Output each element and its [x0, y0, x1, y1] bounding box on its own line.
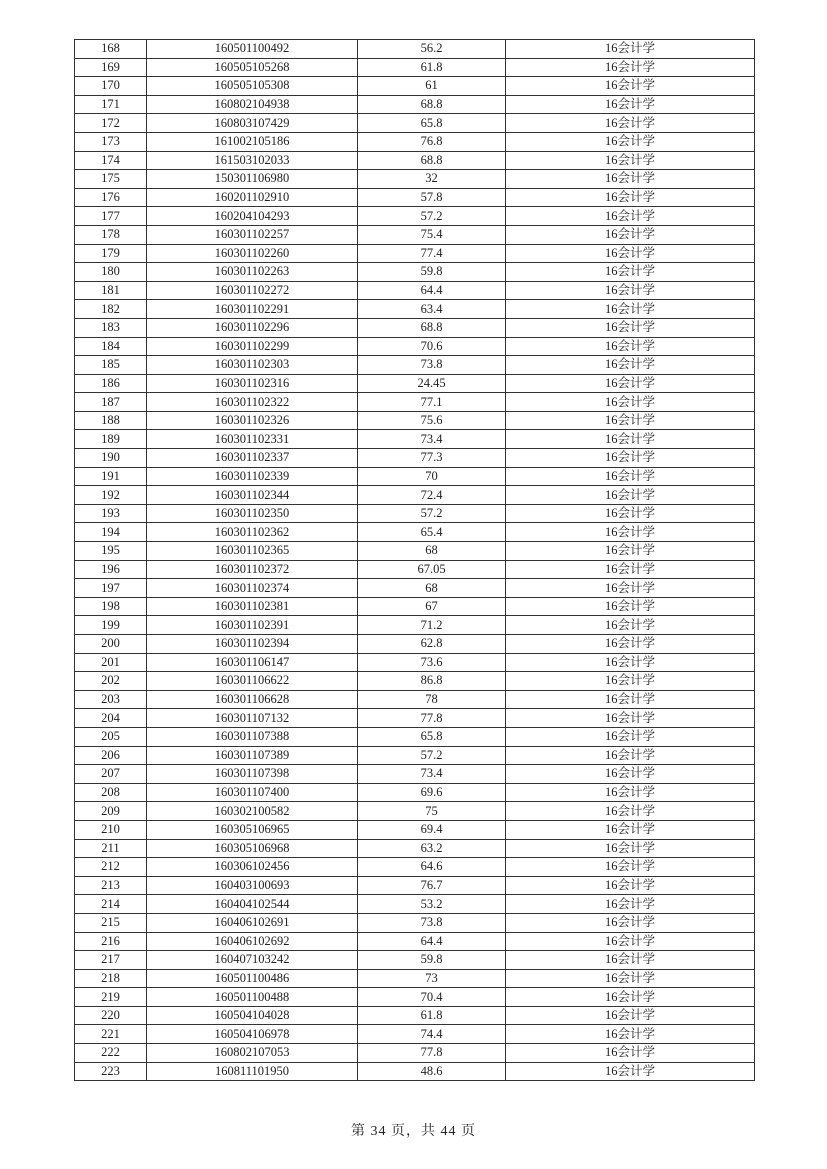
- student-id-cell: 160406102692: [147, 932, 358, 951]
- score-cell: 67.05: [358, 560, 506, 579]
- table-row: [75, 1062, 755, 1081]
- table-row: [75, 281, 755, 300]
- class-name-cell: 16会计学: [506, 393, 755, 412]
- student-id-cell: 160301102365: [147, 542, 358, 561]
- score-cell: 73.4: [358, 430, 506, 449]
- table-row: [75, 876, 755, 895]
- score-cell: 57.2: [358, 207, 506, 226]
- table-row: [75, 151, 755, 170]
- row-index-cell: 199: [75, 616, 147, 635]
- row-index-cell: 201: [75, 653, 147, 672]
- class-name-cell: 16会计学: [506, 151, 755, 170]
- student-id-cell: 160204104293: [147, 207, 358, 226]
- class-name-cell: 16会计学: [506, 560, 755, 579]
- row-index-cell: 203: [75, 690, 147, 709]
- class-name-cell: 16会计学: [506, 300, 755, 319]
- table-row: [75, 523, 755, 542]
- class-name-cell: 16会计学: [506, 1025, 755, 1044]
- score-cell: 61.8: [358, 58, 506, 77]
- class-name-cell: 16会计学: [506, 969, 755, 988]
- row-index-cell: 177: [75, 207, 147, 226]
- student-id-cell: 161503102033: [147, 151, 358, 170]
- score-cell: 77.3: [358, 449, 506, 468]
- row-index-cell: 212: [75, 858, 147, 877]
- class-name-cell: 16会计学: [506, 653, 755, 672]
- row-index-cell: 207: [75, 765, 147, 784]
- table-row: [75, 411, 755, 430]
- class-name-cell: 16会计学: [506, 616, 755, 635]
- table-row: [75, 244, 755, 263]
- table-row: [75, 560, 755, 579]
- row-index-cell: 185: [75, 356, 147, 375]
- class-name-cell: 16会计学: [506, 913, 755, 932]
- row-index-cell: 209: [75, 802, 147, 821]
- class-name-cell: 16会计学: [506, 579, 755, 598]
- class-name-cell: 16会计学: [506, 430, 755, 449]
- student-id-cell: 160301102326: [147, 411, 358, 430]
- table-row: [75, 690, 755, 709]
- student-id-cell: 160501100486: [147, 969, 358, 988]
- table-row: [75, 858, 755, 877]
- table-row: [75, 969, 755, 988]
- student-id-cell: 160301102381: [147, 597, 358, 616]
- score-cell: 57.8: [358, 188, 506, 207]
- score-cell: 57.2: [358, 504, 506, 523]
- table-row: [75, 132, 755, 151]
- student-id-cell: 160505105308: [147, 77, 358, 96]
- score-cell: 68: [358, 542, 506, 561]
- student-id-cell: 160406102691: [147, 913, 358, 932]
- student-id-cell: 160301102263: [147, 263, 358, 282]
- row-index-cell: 194: [75, 523, 147, 542]
- student-id-cell: 160404102544: [147, 895, 358, 914]
- class-name-cell: 16会计学: [506, 318, 755, 337]
- row-index-cell: 216: [75, 932, 147, 951]
- score-cell: 70: [358, 467, 506, 486]
- class-name-cell: 16会计学: [506, 727, 755, 746]
- row-index-cell: 184: [75, 337, 147, 356]
- student-id-cell: 160301107388: [147, 727, 358, 746]
- row-index-cell: 206: [75, 746, 147, 765]
- table-row: [75, 727, 755, 746]
- class-name-cell: 16会计学: [506, 932, 755, 951]
- score-cell: 65.8: [358, 114, 506, 133]
- student-id-cell: 160407103242: [147, 951, 358, 970]
- class-name-cell: 16会计学: [506, 635, 755, 654]
- student-id-cell: 160403100693: [147, 876, 358, 895]
- table-row: [75, 913, 755, 932]
- score-cell: 76.7: [358, 876, 506, 895]
- score-cell: 32: [358, 170, 506, 189]
- table-row: [75, 579, 755, 598]
- table-row: [75, 300, 755, 319]
- student-id-cell: 160505105268: [147, 58, 358, 77]
- table-row: [75, 746, 755, 765]
- student-id-cell: 160306102456: [147, 858, 358, 877]
- table-row: [75, 188, 755, 207]
- row-index-cell: 187: [75, 393, 147, 412]
- class-name-cell: 16会计学: [506, 951, 755, 970]
- class-name-cell: 16会计学: [506, 337, 755, 356]
- page-number-footer: 第 34 页，共 44 页: [351, 1124, 476, 1139]
- class-name-cell: 16会计学: [506, 58, 755, 77]
- class-name-cell: 16会计学: [506, 542, 755, 561]
- table-row: [75, 170, 755, 189]
- score-cell: 73.4: [358, 765, 506, 784]
- student-id-cell: 160301102337: [147, 449, 358, 468]
- row-index-cell: 169: [75, 58, 147, 77]
- table-row: [75, 932, 755, 951]
- class-name-cell: 16会计学: [506, 504, 755, 523]
- row-index-cell: 214: [75, 895, 147, 914]
- row-index-cell: 179: [75, 244, 147, 263]
- class-name-cell: 16会计学: [506, 1062, 755, 1081]
- student-id-cell: 160803107429: [147, 114, 358, 133]
- score-cell: 48.6: [358, 1062, 506, 1081]
- student-id-cell: 160301107132: [147, 709, 358, 728]
- score-table-body: [75, 40, 755, 1081]
- row-index-cell: 223: [75, 1062, 147, 1081]
- class-name-cell: 16会计学: [506, 597, 755, 616]
- table-row: [75, 207, 755, 226]
- class-name-cell: 16会计学: [506, 244, 755, 263]
- class-name-cell: 16会计学: [506, 467, 755, 486]
- class-name-cell: 16会计学: [506, 690, 755, 709]
- row-index-cell: 178: [75, 225, 147, 244]
- class-name-cell: 16会计学: [506, 1044, 755, 1063]
- table-row: [75, 486, 755, 505]
- row-index-cell: 204: [75, 709, 147, 728]
- class-name-cell: 16会计学: [506, 40, 755, 59]
- score-cell: 69.6: [358, 783, 506, 802]
- student-id-cell: 161002105186: [147, 132, 358, 151]
- class-name-cell: 16会计学: [506, 225, 755, 244]
- table-row: [75, 765, 755, 784]
- row-index-cell: 173: [75, 132, 147, 151]
- class-name-cell: 16会计学: [506, 77, 755, 96]
- table-row: [75, 467, 755, 486]
- row-index-cell: 197: [75, 579, 147, 598]
- score-cell: 64.4: [358, 932, 506, 951]
- class-name-cell: 16会计学: [506, 746, 755, 765]
- score-cell: 64.4: [358, 281, 506, 300]
- table-row: [75, 225, 755, 244]
- class-name-cell: 16会计学: [506, 263, 755, 282]
- score-cell: 75.4: [358, 225, 506, 244]
- score-cell: 53.2: [358, 895, 506, 914]
- row-index-cell: 192: [75, 486, 147, 505]
- row-index-cell: 191: [75, 467, 147, 486]
- table-row: [75, 40, 755, 59]
- table-row: [75, 895, 755, 914]
- table-row: [75, 672, 755, 691]
- student-id-cell: 160501100492: [147, 40, 358, 59]
- score-cell: 86.8: [358, 672, 506, 691]
- score-cell: 73: [358, 969, 506, 988]
- score-cell: 73.8: [358, 356, 506, 375]
- table-row: [75, 616, 755, 635]
- student-id-cell: 160301102394: [147, 635, 358, 654]
- student-id-cell: 160305106968: [147, 839, 358, 858]
- student-id-cell: 160302100582: [147, 802, 358, 821]
- table-row: [75, 542, 755, 561]
- student-id-cell: 160201102910: [147, 188, 358, 207]
- class-name-cell: 16会计学: [506, 449, 755, 468]
- class-name-cell: 16会计学: [506, 765, 755, 784]
- student-id-cell: 160301102391: [147, 616, 358, 635]
- score-cell: 74.4: [358, 1025, 506, 1044]
- row-index-cell: 215: [75, 913, 147, 932]
- score-cell: 68: [358, 579, 506, 598]
- row-index-cell: 193: [75, 504, 147, 523]
- table-row: [75, 820, 755, 839]
- class-name-cell: 16会计学: [506, 114, 755, 133]
- score-cell: 71.2: [358, 616, 506, 635]
- table-row: [75, 504, 755, 523]
- student-id-cell: 150301106980: [147, 170, 358, 189]
- table-row: [75, 802, 755, 821]
- row-index-cell: 168: [75, 40, 147, 59]
- class-name-cell: 16会计学: [506, 411, 755, 430]
- class-name-cell: 16会计学: [506, 802, 755, 821]
- student-id-cell: 160301102260: [147, 244, 358, 263]
- student-id-cell: 160301102299: [147, 337, 358, 356]
- row-index-cell: 176: [75, 188, 147, 207]
- score-cell: 61.8: [358, 1006, 506, 1025]
- table-row: [75, 709, 755, 728]
- row-index-cell: 172: [75, 114, 147, 133]
- class-name-cell: 16会计学: [506, 876, 755, 895]
- class-name-cell: 16会计学: [506, 820, 755, 839]
- score-cell: 65.8: [358, 727, 506, 746]
- score-cell: 64.6: [358, 858, 506, 877]
- row-index-cell: 205: [75, 727, 147, 746]
- class-name-cell: 16会计学: [506, 1006, 755, 1025]
- score-cell: 77.1: [358, 393, 506, 412]
- table-row: [75, 1044, 755, 1063]
- table-row: [75, 653, 755, 672]
- class-name-cell: 16会计学: [506, 839, 755, 858]
- row-index-cell: 202: [75, 672, 147, 691]
- student-id-cell: 160301107389: [147, 746, 358, 765]
- score-cell: 59.8: [358, 263, 506, 282]
- row-index-cell: 189: [75, 430, 147, 449]
- score-cell: 73.8: [358, 913, 506, 932]
- student-id-cell: 160301102322: [147, 393, 358, 412]
- score-table: [74, 39, 755, 1081]
- row-index-cell: 220: [75, 1006, 147, 1025]
- row-index-cell: 221: [75, 1025, 147, 1044]
- score-cell: 75.6: [358, 411, 506, 430]
- score-cell: 63.4: [358, 300, 506, 319]
- row-index-cell: 182: [75, 300, 147, 319]
- table-row: [75, 263, 755, 282]
- row-index-cell: 218: [75, 969, 147, 988]
- student-id-cell: 160301102296: [147, 318, 358, 337]
- row-index-cell: 190: [75, 449, 147, 468]
- score-cell: 69.4: [358, 820, 506, 839]
- student-id-cell: 160301106628: [147, 690, 358, 709]
- student-id-cell: 160301107398: [147, 765, 358, 784]
- row-index-cell: 200: [75, 635, 147, 654]
- row-index-cell: 174: [75, 151, 147, 170]
- student-id-cell: 160301106147: [147, 653, 358, 672]
- score-cell: 77.4: [358, 244, 506, 263]
- row-index-cell: 217: [75, 951, 147, 970]
- class-name-cell: 16会计学: [506, 374, 755, 393]
- row-index-cell: 213: [75, 876, 147, 895]
- score-cell: 24.45: [358, 374, 506, 393]
- student-id-cell: 160301102316: [147, 374, 358, 393]
- student-id-cell: 160811101950: [147, 1062, 358, 1081]
- row-index-cell: 186: [75, 374, 147, 393]
- student-id-cell: 160501100488: [147, 988, 358, 1007]
- class-name-cell: 16会计学: [506, 523, 755, 542]
- row-index-cell: 195: [75, 542, 147, 561]
- score-cell: 65.4: [358, 523, 506, 542]
- student-id-cell: 160301102372: [147, 560, 358, 579]
- table-row: [75, 449, 755, 468]
- student-id-cell: 160802107053: [147, 1044, 358, 1063]
- class-name-cell: 16会计学: [506, 672, 755, 691]
- class-name-cell: 16会计学: [506, 95, 755, 114]
- table-row: [75, 356, 755, 375]
- table-row: [75, 635, 755, 654]
- student-id-cell: 160504104028: [147, 1006, 358, 1025]
- table-row: [75, 393, 755, 412]
- row-index-cell: 211: [75, 839, 147, 858]
- score-cell: 68.8: [358, 95, 506, 114]
- student-id-cell: 160301102374: [147, 579, 358, 598]
- row-index-cell: 198: [75, 597, 147, 616]
- class-name-cell: 16会计学: [506, 356, 755, 375]
- row-index-cell: 171: [75, 95, 147, 114]
- row-index-cell: 222: [75, 1044, 147, 1063]
- row-index-cell: 208: [75, 783, 147, 802]
- score-cell: 70.4: [358, 988, 506, 1007]
- student-id-cell: 160301102303: [147, 356, 358, 375]
- class-name-cell: 16会计学: [506, 207, 755, 226]
- student-id-cell: 160301102362: [147, 523, 358, 542]
- student-id-cell: 160301102350: [147, 504, 358, 523]
- score-cell: 62.8: [358, 635, 506, 654]
- row-index-cell: 175: [75, 170, 147, 189]
- student-id-cell: 160301107400: [147, 783, 358, 802]
- table-row: [75, 839, 755, 858]
- class-name-cell: 16会计学: [506, 281, 755, 300]
- student-id-cell: 160301102257: [147, 225, 358, 244]
- class-name-cell: 16会计学: [506, 709, 755, 728]
- score-cell: 72.4: [358, 486, 506, 505]
- table-row: [75, 374, 755, 393]
- row-index-cell: 196: [75, 560, 147, 579]
- score-cell: 57.2: [358, 746, 506, 765]
- row-index-cell: 170: [75, 77, 147, 96]
- row-index-cell: 219: [75, 988, 147, 1007]
- score-cell: 78: [358, 690, 506, 709]
- score-cell: 77.8: [358, 709, 506, 728]
- table-row: [75, 1006, 755, 1025]
- table-row: [75, 114, 755, 133]
- table-row: [75, 95, 755, 114]
- table-row: [75, 58, 755, 77]
- student-id-cell: 160504106978: [147, 1025, 358, 1044]
- table-row: [75, 337, 755, 356]
- class-name-cell: 16会计学: [506, 170, 755, 189]
- score-cell: 56.2: [358, 40, 506, 59]
- score-cell: 68.8: [358, 151, 506, 170]
- row-index-cell: 180: [75, 263, 147, 282]
- class-name-cell: 16会计学: [506, 988, 755, 1007]
- score-cell: 59.8: [358, 951, 506, 970]
- student-id-cell: 160301102291: [147, 300, 358, 319]
- score-cell: 68.8: [358, 318, 506, 337]
- row-index-cell: 188: [75, 411, 147, 430]
- student-id-cell: 160802104938: [147, 95, 358, 114]
- table-row: [75, 783, 755, 802]
- class-name-cell: 16会计学: [506, 858, 755, 877]
- score-cell: 67: [358, 597, 506, 616]
- table-row: [75, 77, 755, 96]
- class-name-cell: 16会计学: [506, 783, 755, 802]
- class-name-cell: 16会计学: [506, 132, 755, 151]
- row-index-cell: 181: [75, 281, 147, 300]
- score-cell: 63.2: [358, 839, 506, 858]
- score-cell: 73.6: [358, 653, 506, 672]
- class-name-cell: 16会计学: [506, 486, 755, 505]
- row-index-cell: 183: [75, 318, 147, 337]
- student-id-cell: 160301102344: [147, 486, 358, 505]
- student-id-cell: 160305106965: [147, 820, 358, 839]
- student-id-cell: 160301106622: [147, 672, 358, 691]
- score-cell: 77.8: [358, 1044, 506, 1063]
- score-cell: 75: [358, 802, 506, 821]
- table-row: [75, 318, 755, 337]
- table-row: [75, 597, 755, 616]
- row-index-cell: 210: [75, 820, 147, 839]
- score-cell: 76.8: [358, 132, 506, 151]
- student-id-cell: 160301102339: [147, 467, 358, 486]
- score-cell: 70.6: [358, 337, 506, 356]
- class-name-cell: 16会计学: [506, 895, 755, 914]
- student-id-cell: 160301102272: [147, 281, 358, 300]
- table-row: [75, 988, 755, 1007]
- table-row: [75, 430, 755, 449]
- table-row: [75, 1025, 755, 1044]
- class-name-cell: 16会计学: [506, 188, 755, 207]
- student-id-cell: 160301102331: [147, 430, 358, 449]
- table-row: [75, 951, 755, 970]
- score-cell: 61: [358, 77, 506, 96]
